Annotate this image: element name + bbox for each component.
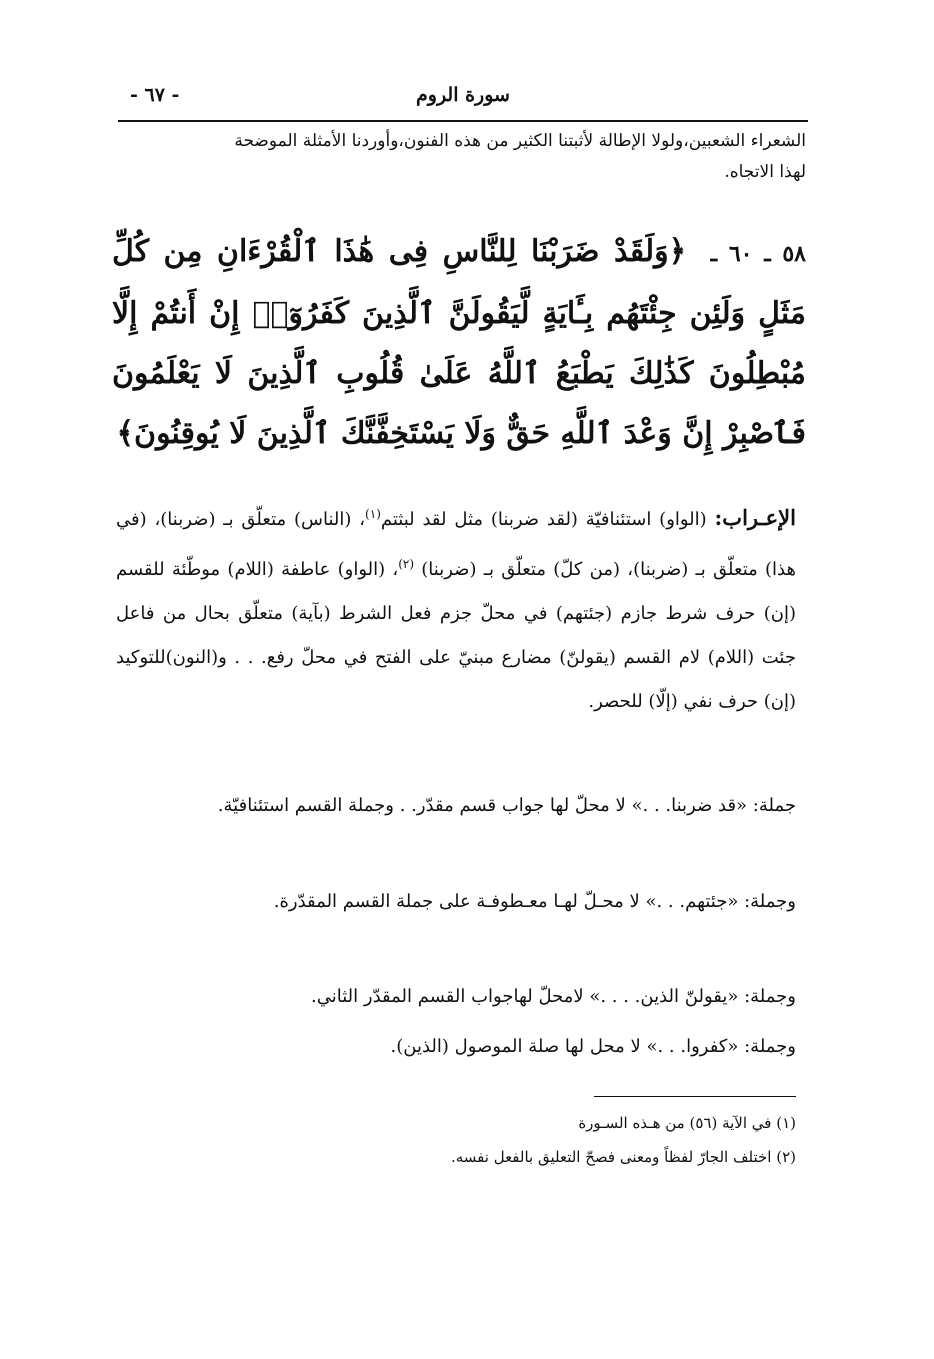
surah-title: سورة الروم xyxy=(416,84,510,106)
verse-number: ٥٨ ـ ٦٠ ـ xyxy=(710,241,806,267)
footnote-ref-1: (١) xyxy=(365,507,381,521)
irab-paragraph xyxy=(116,492,796,724)
sentence-analysis-4 xyxy=(116,1025,796,1069)
footnote-divider xyxy=(594,1096,796,1097)
sentence-text: جملة: «قد ضربنا. . .» لا محلّ لها جواب قسم مقدّر. . وجملة القسم استئنافيّة. xyxy=(217,795,796,816)
sentence-text: وجملة: «جئتهم. . .» لا محـلّ لهـا معـطوفـة على جملة القسم المقدّرة. xyxy=(273,891,796,912)
intro-paragraph xyxy=(118,126,806,188)
footnote-1: (١) في الآية (٥٦) من هـذه السـورة xyxy=(578,1114,796,1132)
header-divider xyxy=(118,120,808,122)
sentence-analysis-1 xyxy=(116,784,796,828)
irab-part-3: ، (الواو) عاطفة (اللام) موطّئة للقسم (إن) حرف شرط جازم (جئتهم) في محلّ جزم فعل الشرط (بآية) متعلّق بحال من فاعل جئت (اللام) لام القسم (يقولنّ) مضارع مبنيّ على الفتح في محلّ رفع. . . و(النون)للتوكيد (إن) حرف نفي (إلّا) للحصر. xyxy=(116,559,796,712)
intro-line-2: لهذا الاتجاه. xyxy=(724,162,806,182)
irab-heading: الإعـراب: xyxy=(714,505,796,530)
sentence-analysis-2 xyxy=(116,880,796,924)
quran-verse xyxy=(112,222,806,464)
page-number: - ٦٧ - xyxy=(130,84,180,106)
sentence-analysis-3 xyxy=(116,975,796,1019)
footnote-ref-2: (٢) xyxy=(398,557,415,571)
verse-text: ﴿وَلَقَدْ ضَرَبْنَا لِلنَّاسِ فِى هَٰذَا ٱلْقُرْءَانِ مِن كُلِّ مَثَلٍ وَلَئِن جِئْتَهُم بِـَٔايَةٍ لَّيَقُولَنَّ ٱلَّذِينَ كَفَرُوٓا۟ إِنْ أَنتُمْ إِلَّا مُبْطِلُونَ كَذَٰلِكَ يَطْبَعُ ٱللَّهُ عَلَىٰ قُلُوبِ ٱلَّذِينَ لَا يَعْلَمُونَ فَٱصْبِرْ إِنَّ وَعْدَ ٱللَّهِ حَقٌّ وَلَا يَسْتَخِفَّنَّكَ ٱلَّذِينَ لَا يُوقِنُونَ﴾ xyxy=(112,234,806,451)
footnote-2: (٢) اختلف الجارّ لفظاً ومعنى فصحّ التعليق بالفعل نفسه. xyxy=(450,1148,796,1166)
irab-part-2: ، (الناس) متعلّق بـ (ضربنا)، (في هذا) متعلّق بـ (ضربنا)، (من كلّ) متعلّق بـ (ضربنا) xyxy=(116,509,796,580)
sentence-text: وجملة: «يقولنّ الذين. . . .» لامحلّ لهاجواب القسم المقدّر الثاني. xyxy=(311,986,796,1007)
footnotes xyxy=(116,1106,796,1174)
page-header xyxy=(118,82,808,116)
irab-part-1: (الواو) استئنافيّة (لقد ضربنا) مثل لقد لبثتم xyxy=(380,509,707,530)
intro-line-1: الشعراء الشعبين،ولولا الإطالة لأثبتنا الكثير من هذه الفنون،وأوردنا الأمثلة الموضحة xyxy=(234,131,806,151)
sentence-text: وجملة: «كفروا. . .» لا محل لها صلة الموصول (الذين). xyxy=(390,1036,796,1057)
